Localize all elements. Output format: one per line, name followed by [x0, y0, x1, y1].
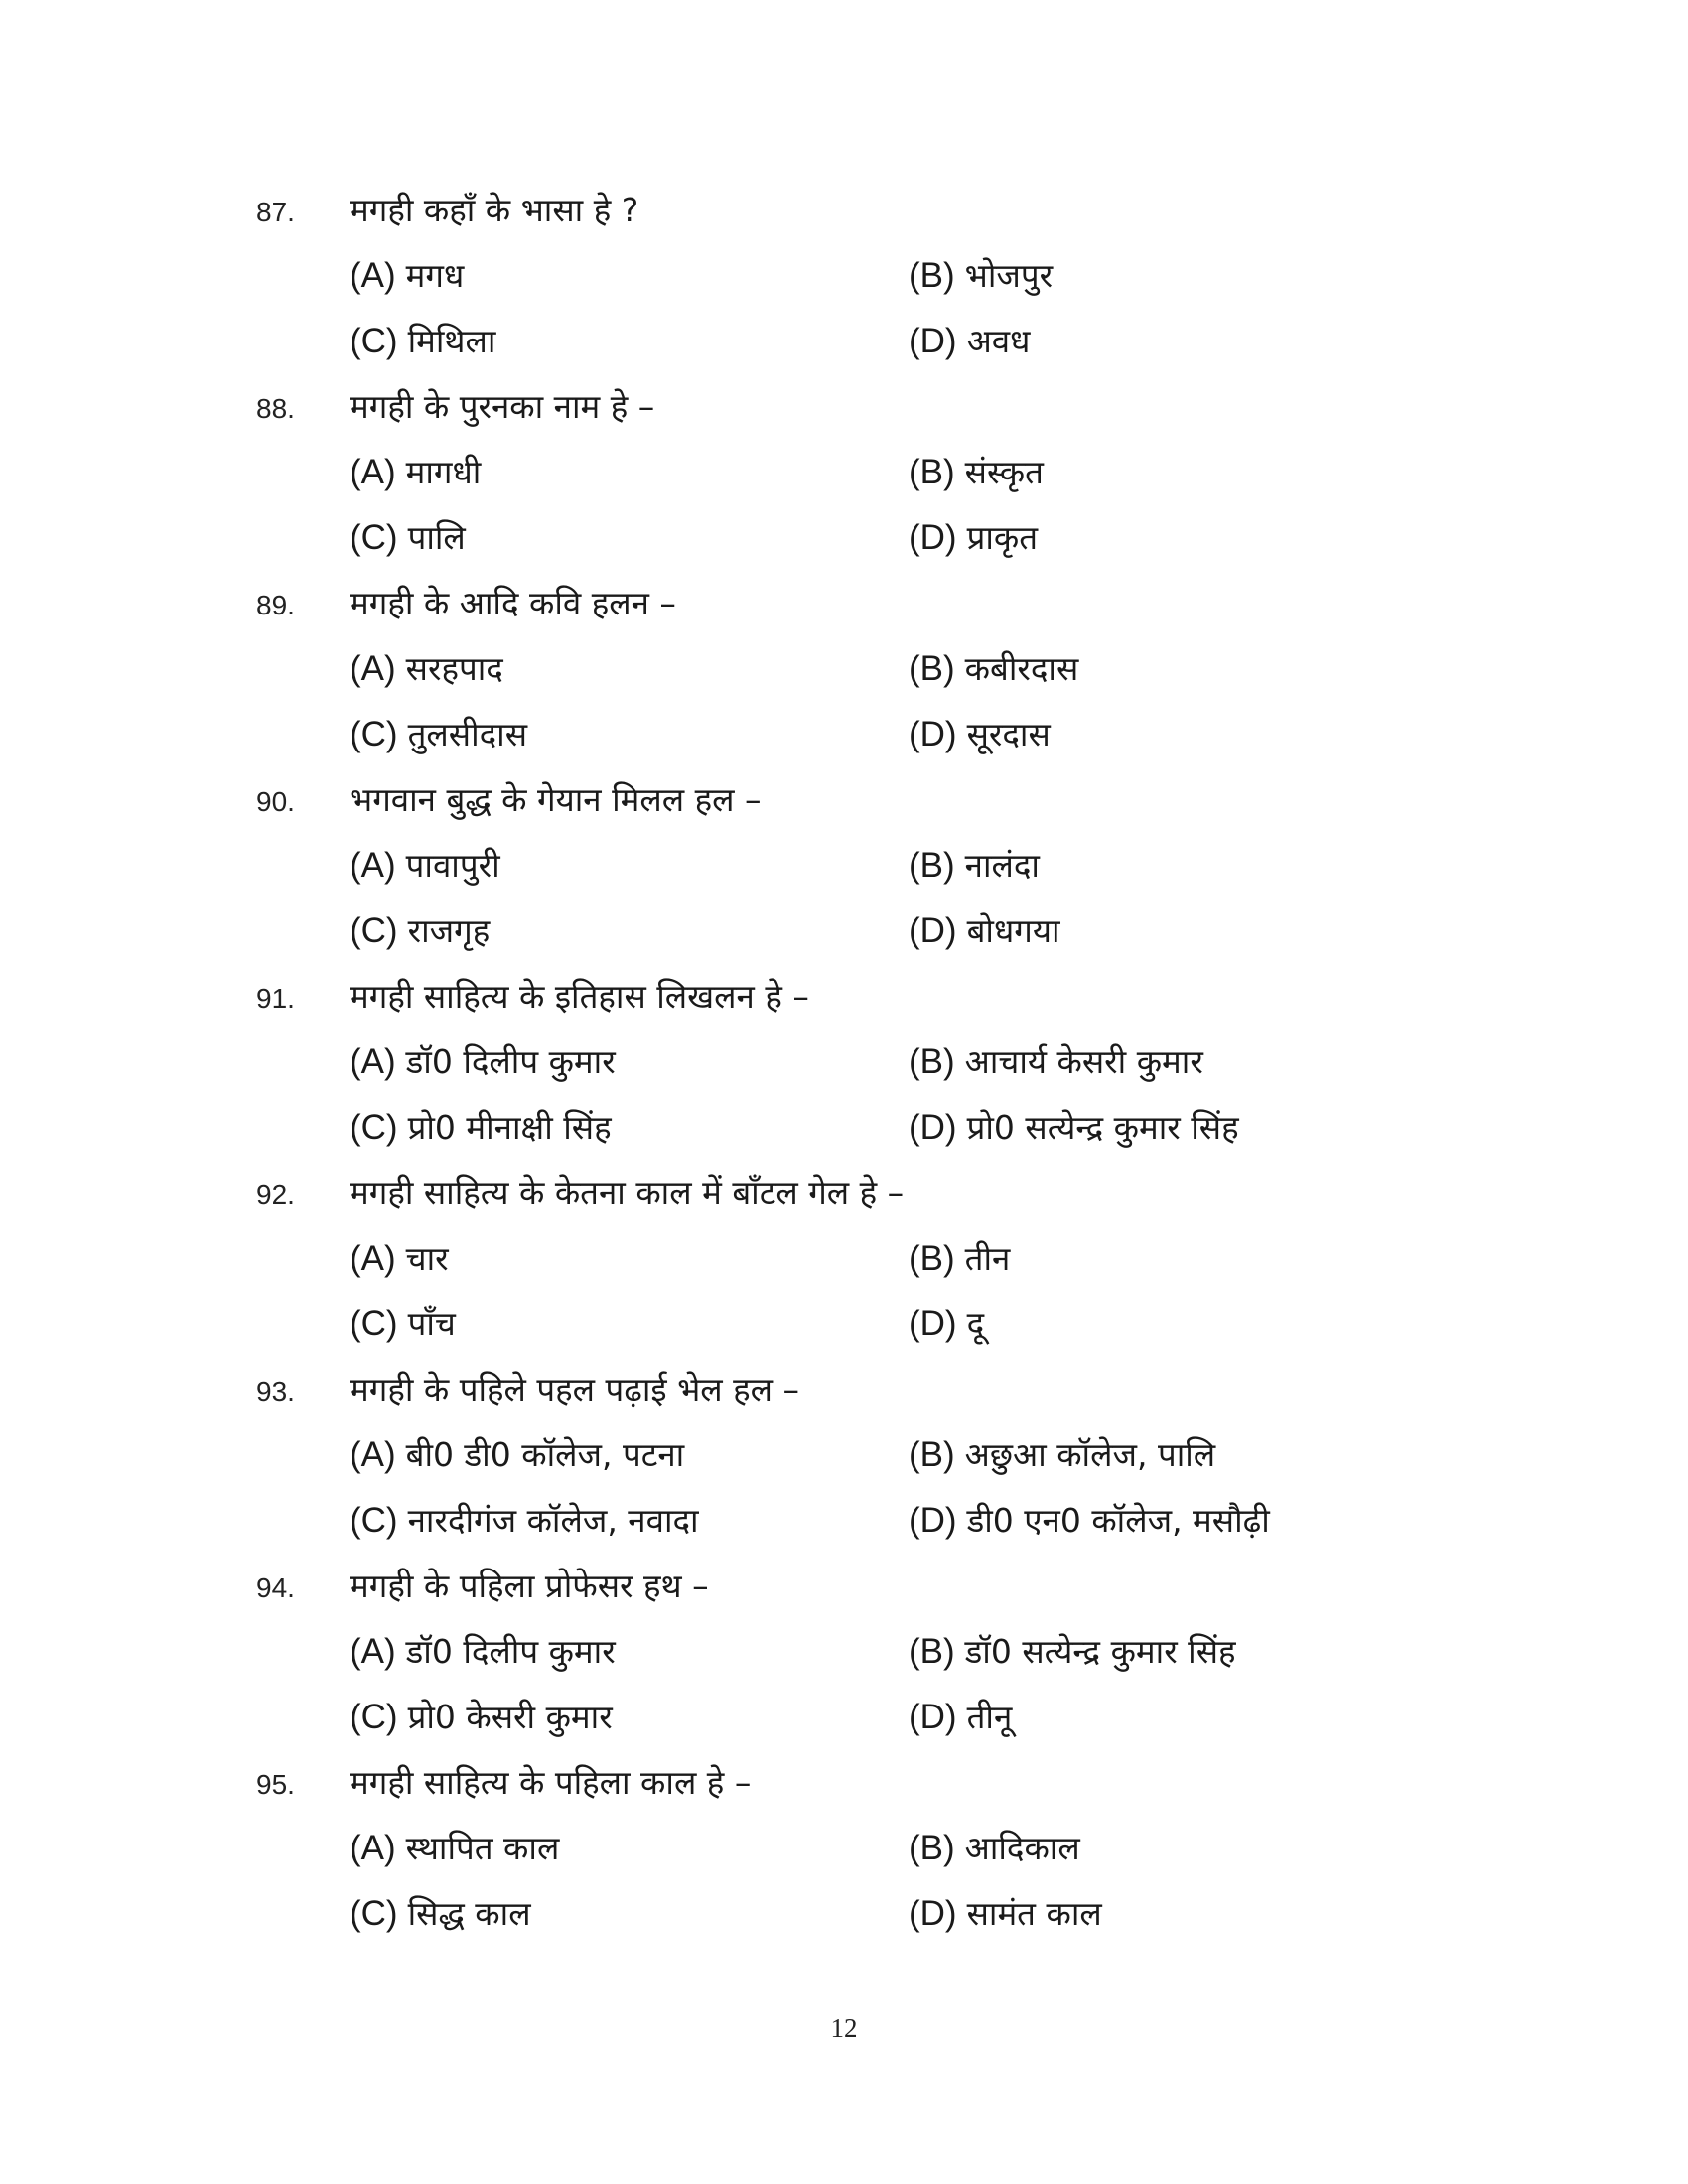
option-label: (C) — [350, 1304, 398, 1343]
answer-option — [350, 1827, 559, 1870]
question-block — [0, 582, 1688, 778]
question-number: 90. — [256, 786, 295, 817]
answer-option — [909, 1827, 1080, 1870]
answer-option — [350, 1433, 684, 1477]
option-label: (C) — [350, 1698, 398, 1736]
option-label: (C) — [350, 1894, 398, 1933]
option-label: (C) — [350, 1501, 398, 1540]
option-text: पालि — [407, 518, 466, 557]
option-label: (B) — [909, 1829, 955, 1867]
question-number: 87. — [256, 197, 295, 227]
answer-option — [350, 1040, 616, 1084]
option-label: (C) — [350, 1108, 398, 1147]
option-label: (B) — [909, 649, 955, 688]
option-label: (C) — [350, 715, 398, 753]
answer-option — [909, 1302, 984, 1346]
option-label: (B) — [909, 1239, 955, 1278]
option-label: (A) — [350, 1632, 396, 1671]
option-label: (C) — [350, 911, 398, 950]
option-label: (D) — [909, 1894, 957, 1933]
option-label: (B) — [909, 846, 955, 885]
option-label: (A) — [350, 453, 396, 491]
option-text: भोजपुर — [964, 256, 1054, 295]
question-text: मगही साहित्य के केतना काल में बाँटल गेल हे – — [350, 1173, 905, 1212]
answer-option — [350, 254, 464, 298]
question-block — [0, 975, 1688, 1171]
answer-option — [350, 647, 503, 691]
answer-option — [350, 844, 500, 887]
answer-option — [350, 713, 527, 756]
question-text: मगही साहित्य के पहिला काल हे – — [350, 1763, 752, 1802]
answer-option — [909, 451, 1044, 494]
page-number: 12 — [830, 2013, 858, 2043]
question-text: मगही कहाँ के भासा हे ? — [350, 191, 639, 229]
answer-option — [350, 1892, 531, 1936]
option-text: तुलसीदास — [407, 715, 528, 753]
question-block — [0, 189, 1688, 385]
question-number: 93. — [256, 1376, 295, 1407]
option-label: (A) — [350, 1042, 396, 1081]
question-text: मगही के आदि कवि हलन – — [350, 584, 676, 622]
option-text: प्राकृत — [966, 518, 1039, 557]
option-text: अछुआ कॉलेज, पालि — [964, 1435, 1216, 1474]
answer-option — [909, 844, 1040, 887]
option-label: (B) — [909, 1632, 955, 1671]
answer-option — [909, 1433, 1215, 1477]
option-text: बी0 डी0 कॉलेज, पटना — [405, 1435, 685, 1474]
option-text: राजगृह — [407, 911, 491, 950]
option-label: (C) — [350, 518, 398, 557]
option-text: अवध — [966, 322, 1031, 360]
question-number: 92. — [256, 1179, 295, 1210]
option-label: (B) — [909, 1042, 955, 1081]
answer-option — [350, 451, 481, 494]
option-label: (A) — [350, 1435, 396, 1474]
answer-option — [350, 909, 490, 953]
option-text: स्थापित काल — [405, 1829, 560, 1867]
option-label: (B) — [909, 256, 955, 295]
question-block — [0, 778, 1688, 975]
option-label: (D) — [909, 715, 957, 753]
question-number: 94. — [256, 1572, 295, 1603]
answer-option — [350, 1499, 699, 1543]
option-label: (A) — [350, 846, 396, 885]
option-label: (D) — [909, 1304, 957, 1343]
option-text: सरहपाद — [405, 649, 503, 688]
question-text: मगही के पुरनका नाम हे – — [350, 387, 655, 426]
question-block — [0, 385, 1688, 582]
option-text: आदिकाल — [964, 1829, 1080, 1867]
question-block — [0, 1368, 1688, 1565]
option-text: तीन — [964, 1239, 1011, 1278]
answer-option — [909, 713, 1051, 756]
question-text: मगही साहित्य के इतिहास लिखलन हे – — [350, 977, 809, 1016]
option-text: नालंदा — [964, 846, 1040, 885]
option-label: (D) — [909, 911, 957, 950]
option-label: (D) — [909, 1698, 957, 1736]
answer-option — [909, 647, 1078, 691]
answer-option — [909, 1499, 1270, 1543]
question-number: 89. — [256, 590, 295, 620]
question-block — [0, 1171, 1688, 1368]
option-text: सूरदास — [966, 715, 1051, 753]
option-text: प्रो0 सत्येन्द्र कुमार सिंह — [966, 1108, 1239, 1147]
question-block — [0, 1565, 1688, 1761]
answer-option — [909, 1237, 1010, 1281]
answer-option — [350, 1696, 613, 1739]
option-label: (D) — [909, 322, 957, 360]
option-label: (C) — [350, 322, 398, 360]
option-text: सिद्ध काल — [407, 1894, 531, 1933]
answer-option — [350, 1302, 456, 1346]
answer-option — [909, 909, 1060, 953]
option-text: मागधी — [405, 453, 482, 491]
answer-option — [350, 1106, 612, 1150]
option-label: (D) — [909, 1108, 957, 1147]
option-text: पाँच — [407, 1304, 456, 1343]
question-number: 88. — [256, 393, 295, 424]
question-text: भगवान बुद्ध के गेयान मिलल हल – — [350, 780, 762, 819]
answer-option — [350, 1630, 616, 1674]
option-text: आचार्य केसरी कुमार — [964, 1042, 1203, 1081]
option-label: (A) — [350, 1239, 396, 1278]
option-text: सामंत काल — [966, 1894, 1102, 1933]
question-number: 95. — [256, 1769, 295, 1800]
answer-option — [350, 1237, 449, 1281]
question-text: मगही के पहिला प्रोफेसर हथ – — [350, 1567, 709, 1605]
answer-option — [909, 1106, 1239, 1150]
option-text: नारदीगंज कॉलेज, नवादा — [407, 1501, 699, 1540]
answer-option — [909, 320, 1030, 363]
option-label: (D) — [909, 1501, 957, 1540]
option-text: कबीरदास — [964, 649, 1079, 688]
option-text: प्रो0 मीनाक्षी सिंह — [407, 1108, 612, 1147]
option-text: दू — [966, 1304, 985, 1343]
answer-option — [909, 1892, 1102, 1936]
option-label: (A) — [350, 1829, 396, 1867]
option-text: पावापुरी — [405, 846, 500, 885]
option-text: चार — [405, 1239, 449, 1278]
question-block — [0, 1761, 1688, 1958]
question-number: 91. — [256, 983, 295, 1014]
answer-option — [909, 254, 1053, 298]
option-label: (B) — [909, 453, 955, 491]
option-text: डॉ0 दिलीप कुमार — [405, 1042, 616, 1081]
option-text: डी0 एन0 कॉलेज, मसौढ़ी — [966, 1501, 1270, 1540]
option-label: (A) — [350, 649, 396, 688]
option-text: डॉ0 सत्येन्द्र कुमार सिंह — [964, 1632, 1236, 1671]
answer-option — [909, 1696, 1012, 1739]
answer-option — [909, 516, 1038, 560]
option-text: संस्कृत — [964, 453, 1044, 491]
option-text: मिथिला — [407, 322, 496, 360]
answer-option — [909, 1040, 1203, 1084]
option-label: (A) — [350, 256, 396, 295]
answer-option — [350, 320, 495, 363]
option-text: बोधगया — [966, 911, 1060, 950]
option-label: (B) — [909, 1435, 955, 1474]
option-text: प्रो0 केसरी कुमार — [407, 1698, 613, 1736]
question-text: मगही के पहिले पहल पढ़ाई भेल हल – — [350, 1370, 800, 1409]
option-text: तीनू — [966, 1698, 1013, 1736]
option-text: मगध — [405, 256, 465, 295]
answer-option — [909, 1630, 1236, 1674]
option-text: डॉ0 दिलीप कुमार — [405, 1632, 616, 1671]
answer-option — [350, 516, 466, 560]
option-label: (D) — [909, 518, 957, 557]
